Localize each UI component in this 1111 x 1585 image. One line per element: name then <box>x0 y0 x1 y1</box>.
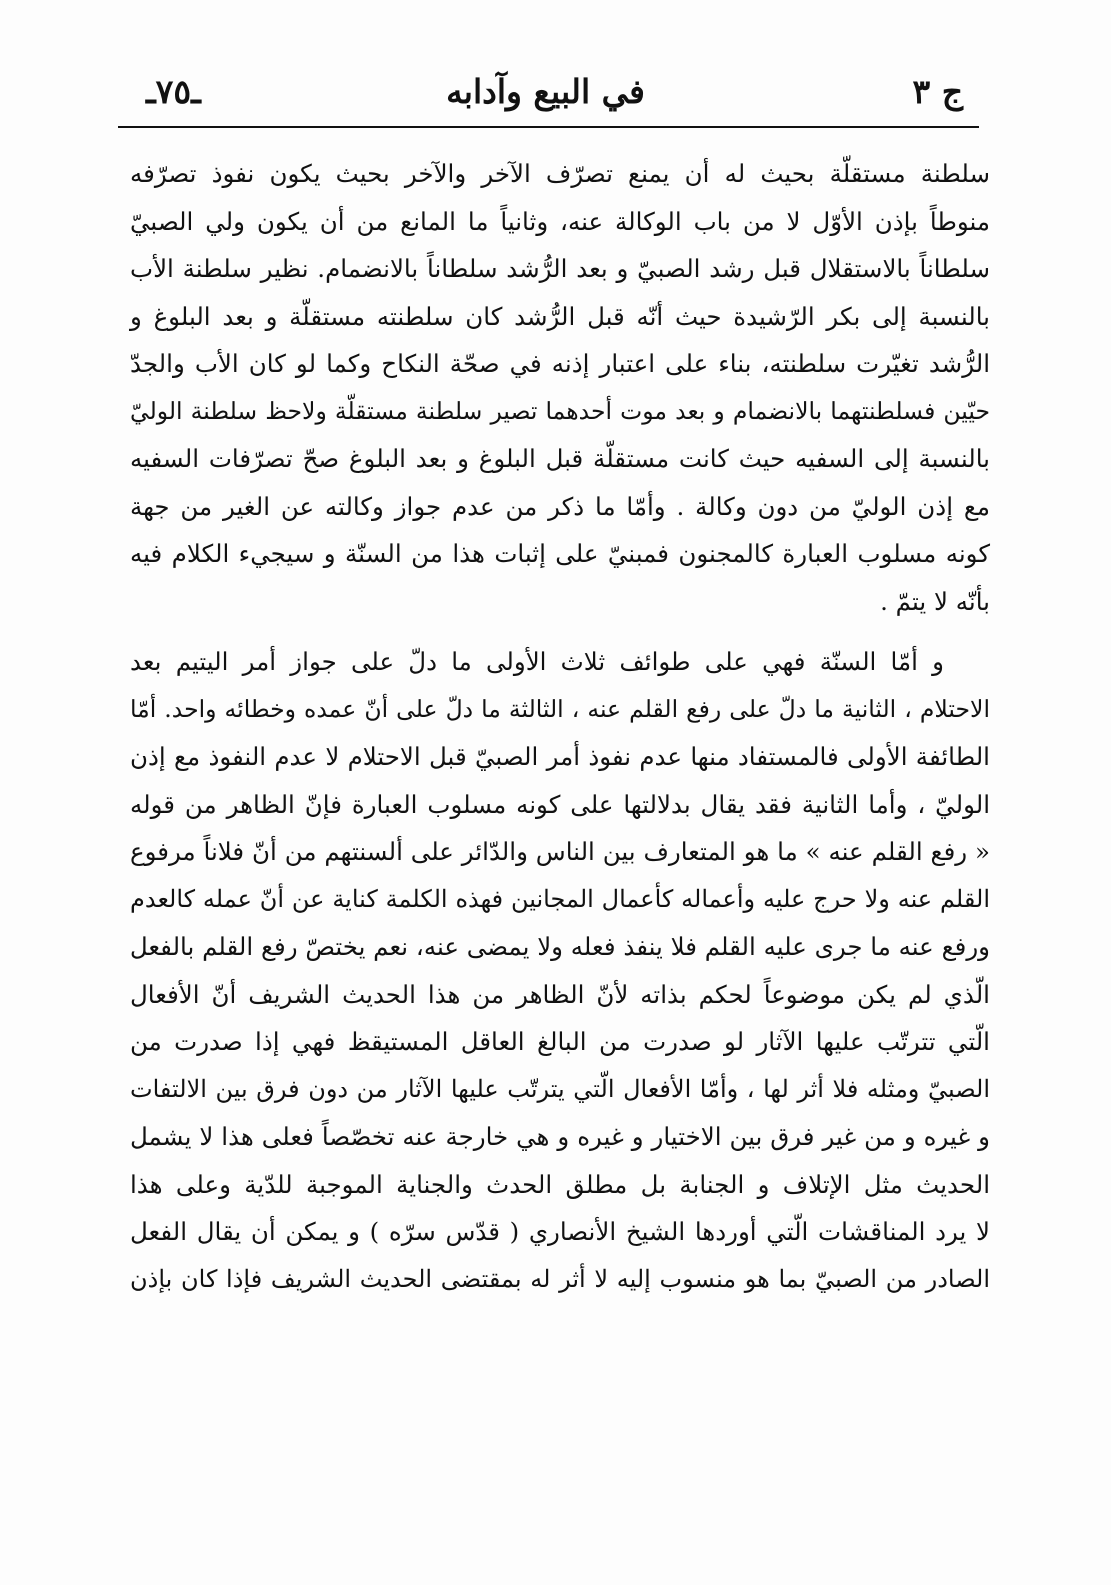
paragraph-gap <box>130 625 990 638</box>
text-line: « رفع القلم عنه » ما هو المتعارف بين الناس والدّائر على ألسنتهم من أنّ فلاناً مرفوع <box>130 837 990 866</box>
text-line: الطائفة الأولى فالمستفاد منها عدم نفوذ أمر الصبيّ قبل الاحتلام لا عدم النفوذ مع إذن <box>130 742 990 771</box>
page-body <box>130 150 990 1303</box>
text-line: بالنسبة إلى بكر الرّشيدة حيث أنّه قبل الرُّشد كان سلطنته مستقلّة و بعد البلوغ و <box>130 301 990 331</box>
text-line: الاحتلام ، الثانية ما دلّ على رفع القلم عنه ، الثالثة ما دلّ على أنّ عمده وخطائه واحد. أمّا <box>130 694 990 723</box>
text-line: بأنّه لا يتمّ . <box>880 586 990 616</box>
text-line: مع إذن الوليّ من دون وكالة . وأمّا ما ذكر من عدم جواز وكالته عن الغير من جهة <box>130 491 990 521</box>
volume-label: ج ٣ <box>912 72 963 111</box>
text-line: القلم عنه ولا حرج عليه وأعماله كأعمال المجانين فهذه الكلمة كناية عن أنّ عمله كالعدم <box>130 884 991 913</box>
paragraph-1 <box>130 150 990 625</box>
text-line: و أمّا السنّة فهي على طوائف ثلاث الأولى ما دلّ على جواز أمر اليتيم بعد <box>130 647 944 676</box>
text-line: حيّين فسلطنتهما بالانضمام و بعد موت أحدهما تصير سلطنة مستقلّة ولاحظ سلطنة الوليّ <box>130 396 990 425</box>
text-line: الصادر من الصبيّ بما هو منسوب إليه لا أثر له بمقتضى الحديث الشريف فإذا كان بإذن <box>130 1264 990 1293</box>
text-line: كونه مسلوب العبارة كالمجنون فمبنيّ على إثبات هذا من السنّة و سيجيء الكلام فيه <box>130 539 990 568</box>
text-line: ورفع عنه ما جرى عليه القلم فلا ينفذ فعله ولا يمضى عنه، نعم يختصّ رفع القلم بالفعل <box>129 932 990 961</box>
running-title: في البيع وآدابه <box>446 72 645 111</box>
text-line: الّتي تترتّب عليها الآثار لو صدرت من البالغ العاقل المستيقظ فهي إذا صدرت من <box>130 1027 990 1056</box>
text-line: بالنسبة إلى السفيه حيث كانت مستقلّة قبل البلوغ و بعد البلوغ صحّ تصرّفات السفيه <box>130 444 990 473</box>
text-line: الّذي لم يكن موضوعاً لحكم بذاته لأنّ الظاهر من هذا الحديث الشريف أنّ الأفعال <box>130 979 990 1009</box>
text-line: لا يرد المناقشات الّتي أوردها الشيخ الأنصاري ( قدّس سرّه ) و يمكن أن يقال الفعل <box>130 1217 990 1246</box>
text-line: و غيره و من غير فرق بين الاختيار و غيره و هي خارجة عنه تخصّصاً فعلى هذا لا يشمل <box>130 1122 990 1151</box>
text-line: الصبيّ ومثله فلا أثر لها ، وأمّا الأفعال الّتي يترتّب عليها الآثار من دون فرق بين الالتفات <box>130 1074 990 1103</box>
page-header <box>118 66 973 122</box>
text-line: الرُّشد تغيّرت سلطنته، بناء على اعتبار إذنه في صحّة النكاح وكما لو كان الأب والجدّ <box>130 349 990 378</box>
header-rule <box>118 126 979 128</box>
text-line: منوطاً بإذن الأوّل لا من باب الوكالة عنه، وثانياً ما المانع من أن يكون ولي الصبيّ <box>130 206 990 236</box>
text-line: سلطاناً بالاستقلال قبل رشد الصبيّ و بعد الرُّشد سلطاناً بالانضمام. نظير سلطنة الأب <box>130 254 990 283</box>
text-line: سلطنة مستقلّة بحيث له أن يمنع تصرّف الآخر والآخر بحيث يكون نفوذ تصرّفه <box>130 159 990 188</box>
text-line: الحديث مثل الإتلاف و الجنابة بل مطلق الحدث والجناية الموجبة للدّية وعلى هذا <box>130 1169 990 1199</box>
text-line: الوليّ ، وأما الثانية فقد يقال بدلالتها على كونه مسلوب العبارة فإنّ الظاهر من قوله <box>130 789 990 819</box>
paragraph-2 <box>130 638 990 1303</box>
page-number: ـ٧٥ـ <box>146 72 201 111</box>
